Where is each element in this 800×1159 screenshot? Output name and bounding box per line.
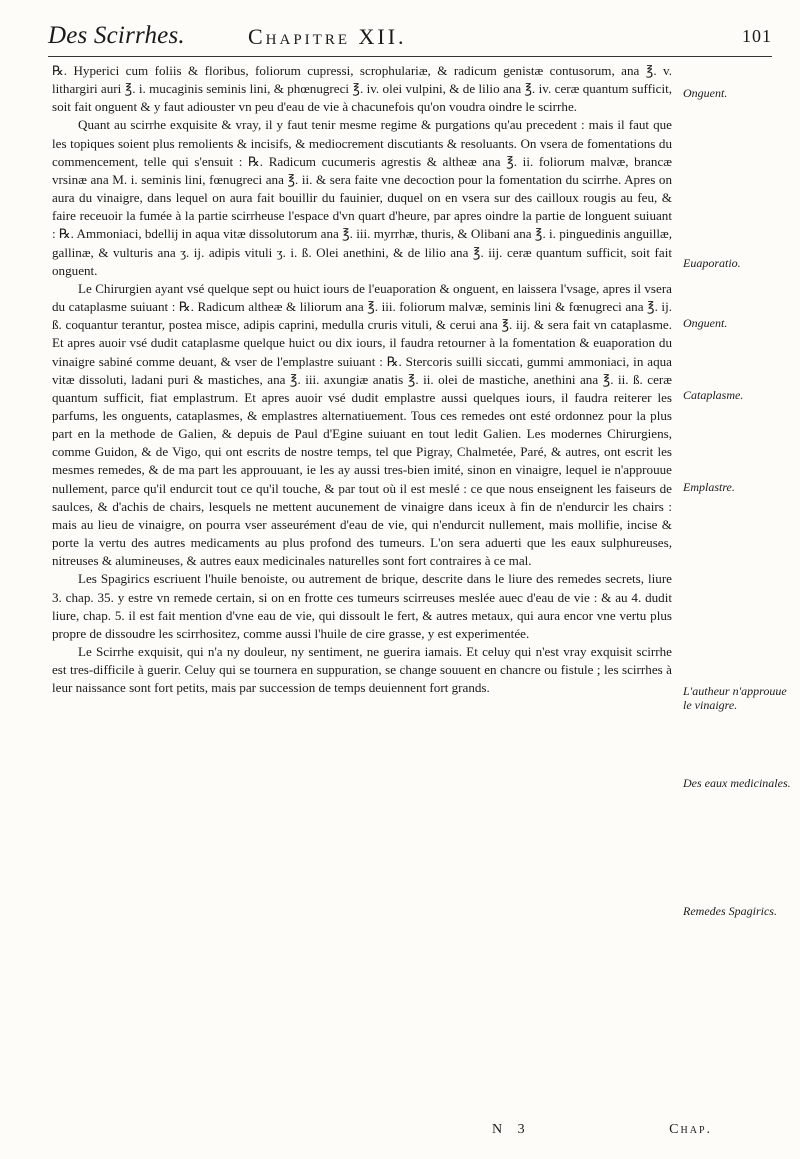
margin-note-euaporatio: Euaporatio. [683,256,741,270]
margin-note-onguent: Onguent. [683,86,728,100]
paragraph-cataplasme: Le Chirurgien ayant vsé quelque sept ou huict iours de l'euaporation & onguent, en laissera l'vsage, apres il vsera du cataplasme suiuant : ℞. Radicum altheæ & liliorum ana ℥. iii. foliorum malvæ, seminis lini & fœnugreci ana ℥. ij. ß. coquantur terantur, postea misce, adipis caprini, medulla cruris vituli, & cerui ana ℥. iij. & sera fait vn cataplasme. Et apres auoir vsé dudit cataplasme quelque huict ou dix iours, il faudra retourner à la fomentation & euaporation du vinaigre sabiné comme deuant, & vser de l'emplastre suiuant : ℞. Stercoris suilli siccati, gummi ammoniaci, in aqua vitæ dissoluti, ladani puri & mastiches, ana ℥. iii. axungiæ anatis ℥. ii. olei de mastiche, anethini ana ℥. ii. ß. ceræ quantum sufficit, fiat emplastrum. Et apres auoir vsé dudit emplastre aussi quelques iours, il faudra reiterer les parfums, les onguents, cataplasmes, & emplastres alternatiuement. Tous ces remedes ont esté ordonnez pour la plus part en la methode de Galien, & depuis de Paul d'Egine suiuant en tout ledit Galien. Les modernes Chirurgiens, comme Guidon, & de Vigo, qui ont escrits de nostre temps, tel que Pigray, Chalmetée, Paré, & autres, ont escrit les mesmes remedes, & de ma part les approuuant, ie les ay aussi tres-bien imité, sinon en vinaigre, lequel ie n'approuue nullement, parce qu'il endurcit tout ce qu'il touche, & par tout où il est meslé : ce que nous enseignent les faiseurs de saulces, & d'achis de chairs, lesquels ne mettent aucunement de vinaigre dans iceux à fin de n'endurcir les chairs : mais au lieu de vinaigre, on pourra vser asseurément d'eau de vie, qui n'endurcit nullement, mais mollifie, incise & porte la vertu des autres medicaments au plus profond des tumeurs. L'on sera aduerti que les eaux sulphureuses, nitreuses & alumineuses, & autres eaux medicinales naturelles sont fort contraires à ce mal. [52,280,672,569]
body-text [52,62,672,697]
margin-notes [683,0,793,1159]
margin-note-eaux-medicinales: Des eaux medicinales. [683,776,791,790]
page-footer [52,1122,712,1146]
catchword: Chap. [669,1122,712,1137]
margin-note-remedes-spagirics: Remedes Spagirics. [683,904,777,918]
signature-mark: N 3 [492,1122,531,1137]
page-header [48,22,772,57]
running-title: Des Scirrhes. [48,22,185,49]
page-number: 101 [742,26,772,46]
paragraph-scirrhe-exquisite: Quant au scirrhe exquisite & vray, il y faut tenir mesme regime & purgations qu'au precedent : mais il faut que les topiques soient plus remolients & incisifs, & mediocrement discutiants & resoluants. On vsera de fomentations du commencement, telle qui s'ensuit : ℞. Radicum cucumeris agrestis & altheæ ana ℥. ii. foliorum malvæ, brancæ vrsinæ ana M. i. seminis lini, fœnugreci ana ℥. ii. & sera faite vne decoction pour la fomentation du scirrhe. Apres on aura du vinaigre, dans lequel on aura fait bouillir du fauinier, duquel on en vsera sur des cailloux rougis au feu, & faire receuoir la fumée à la partie scirrheuse l'espace d'vn quart d'heure, par apres oindre la partie de longuent suiuant : ℞. Ammoniaci, bdellij in aqua vitæ dissolutorum ana ℥. iii. myrrhæ, thuris, & Olibani ana ℥. i. pinguedinis anguillæ, gallinæ, & vulturis ana ʒ. ij. adipis vituli ʒ. i. ß. Olei anethini, & de lilio ana ℥. iij. ceræ quantum sufficit, soit fait onguent. [52,117,672,278]
margin-note-cataplasme: Cataplasme. [683,388,744,402]
paragraph-recipe-onguent: ℞. Hyperici cum foliis & floribus, foliorum cupressi, scrophulariæ, & radicum genistæ contusorum, ana ℥. v. lithargiri auri ℥. i. mucaginis seminis lini, & phœnugreci ℥. iv. olei vulpini, & de lilio ana ℥. iv. ceræ quantum sufficit, soit fait onguent & y faut adiouster vn peu d'eau de vie à chacunefois qu'on voudra oindre le scirrhe. [52,63,672,115]
margin-note-vinaigre: L'autheur n'approuue le vinaigre. [683,684,787,712]
margin-note-onguent-2: Onguent. [683,316,728,330]
chapter-title: Chapitre XII. [248,24,407,49]
margin-note-emplastre: Emplastre. [683,480,735,494]
paragraph-prognosis: Le Scirrhe exquisit, qui n'a ny douleur, ny sentiment, ne guerira iamais. Et celuy qui n'est vray exquisit scirrhe est tres-difficile à guerir. Celuy qui se tournera en suppuration, se change souuent en chancre ou fistule ; les scirrhes à leur naissance sont fort petits, mais par succession de temps deuiennent fort grands. [52,644,672,696]
paragraph-spagirics: Les Spagirics escriuent l'huile benoiste, ou autrement de brique, descrite dans le liure des remedes secrets, liure 3. chap. 35. y estre vn remede certain, si on en frotte ces tumeurs scirreuses meslée auec d'eau de vie : & au 4. dudit liure, chap. 5. il est fait mention d'vne eau de vie, qui dissoult le fert, & autres metaux, qui aura encor vne vertu plus propre de dissoudre les scirrhositez, comme aussi l'huile de cire grasse, y est experimentée. [52,571,672,641]
